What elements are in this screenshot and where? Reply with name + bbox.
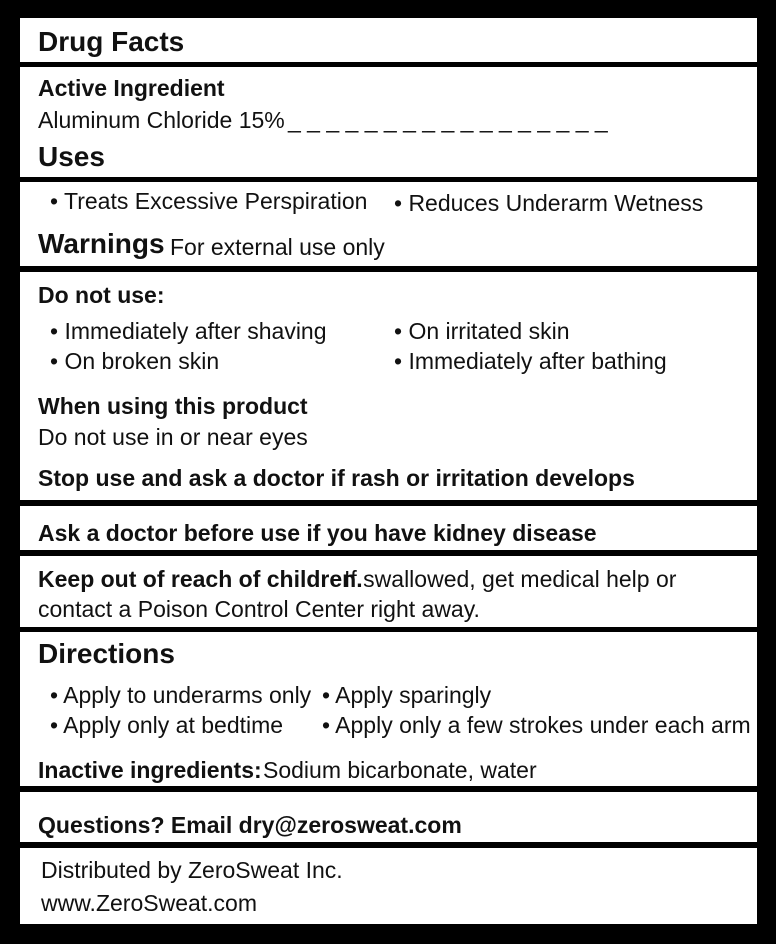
questions-section <box>20 792 757 842</box>
inactive-ingredients-label: Inactive ingredients: <box>38 757 262 783</box>
keep-out-text: If swallowed, get medical help or <box>344 566 677 592</box>
uses-heading: Uses <box>38 141 105 172</box>
inactive-ingredients-text: Sodium bicarbonate, water <box>263 757 537 783</box>
do-not-use-item: • On irritated skin <box>394 318 570 344</box>
distributor-section <box>20 848 757 924</box>
keep-out-section <box>20 556 757 627</box>
keep-out-text: contact a Poison Control Center right away. <box>38 596 480 622</box>
directions-item: • Apply only at bedtime <box>50 712 284 738</box>
when-using-heading: When using this product <box>38 393 308 419</box>
drug-facts-title: Drug Facts <box>38 26 185 57</box>
directions-item: • Apply only a few strokes under each arm <box>322 712 751 738</box>
title-section <box>20 18 757 62</box>
do-not-use-item: • On broken skin <box>50 348 220 374</box>
stop-use-text: Stop use and ask a doctor if rash or irritation develops <box>38 465 635 491</box>
active-ingredient-section <box>20 67 757 177</box>
purpose-dashes: _ _ _ _ _ _ _ _ _ _ _ _ _ _ _ _ _ <box>288 107 608 133</box>
warnings-heading: Warnings <box>38 228 165 259</box>
uses-item: • Treats Excessive Perspiration <box>50 188 368 214</box>
distributor-line: Distributed by ZeroSweat Inc. <box>41 857 343 883</box>
warnings-note: For external use only <box>170 234 385 260</box>
warnings-section <box>20 272 757 500</box>
when-using-text: Do not use in or near eyes <box>38 424 308 450</box>
directions-section <box>20 632 757 786</box>
uses-item: • Reduces Underarm Wetness <box>394 190 704 216</box>
directions-item: • Apply sparingly <box>322 682 492 708</box>
keep-out-bold: Keep out of reach of children. <box>38 566 363 592</box>
ask-doctor-text: Ask a doctor before use if you have kidney disease <box>38 520 597 546</box>
questions-text: Questions? Email dry@zerosweat.com <box>38 812 462 838</box>
directions-item: • Apply to underarms only <box>50 682 312 708</box>
ask-doctor-section <box>20 506 757 550</box>
uses-section <box>20 182 757 266</box>
active-ingredient-heading: Active Ingredient <box>38 75 225 101</box>
do-not-use-heading: Do not use: <box>38 282 165 308</box>
active-ingredient-line: Aluminum Chloride 15% <box>38 107 285 133</box>
do-not-use-item: • Immediately after shaving <box>50 318 327 344</box>
directions-heading: Directions <box>38 638 175 669</box>
do-not-use-item: • Immediately after bathing <box>394 348 667 374</box>
distributor-website: www.ZeroSweat.com <box>41 890 258 916</box>
